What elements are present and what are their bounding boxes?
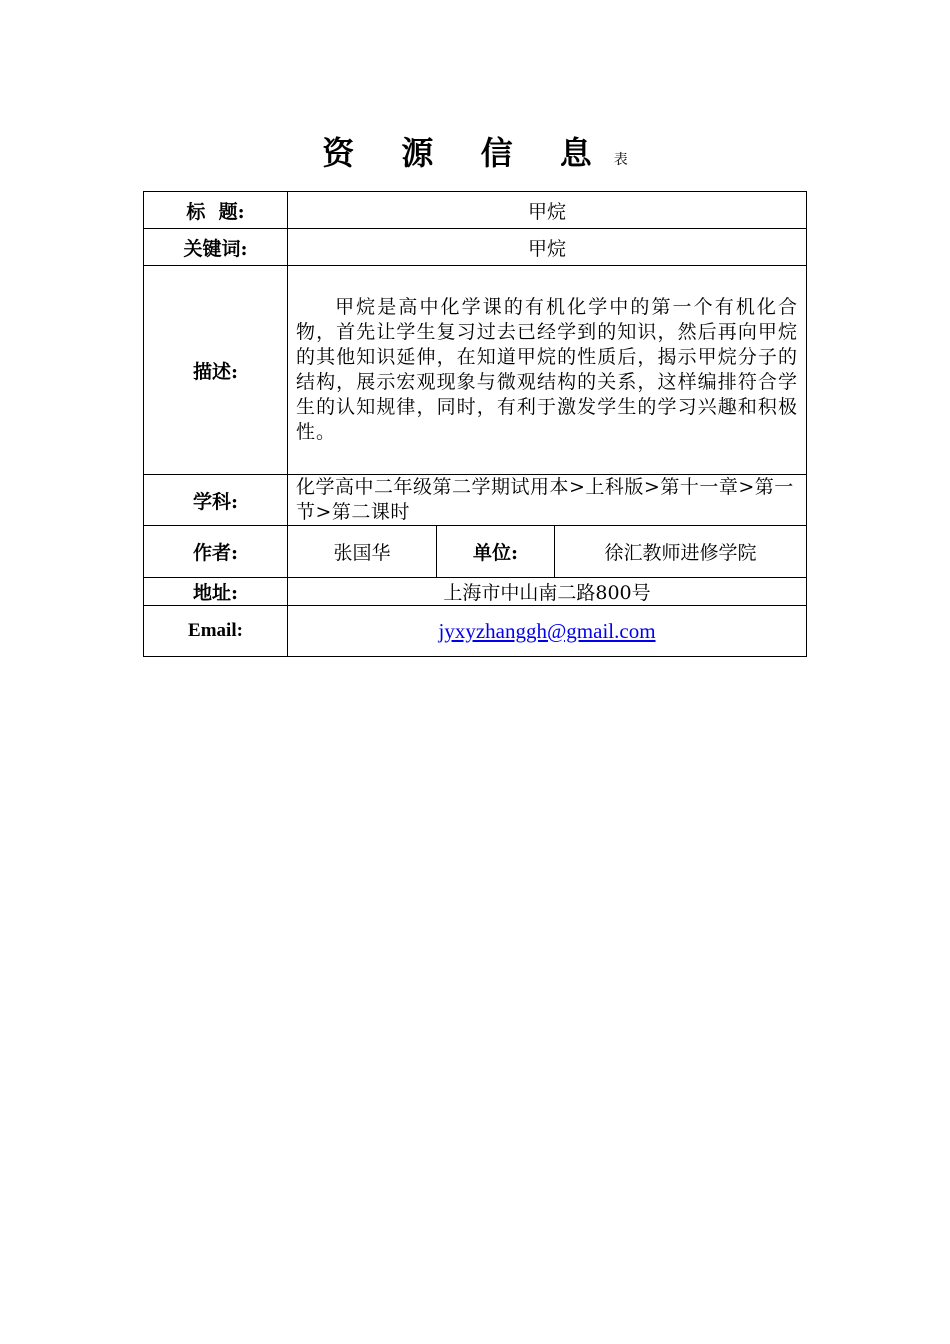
subject-value: 化学高中二年级第二学期试用本>上科版>第十一章>第一节>第二课时 (288, 475, 807, 526)
unit-value: 徐汇教师进修学院 (555, 526, 807, 578)
description-value: 甲烷是高中化学课的有机化学中的第一个有机化合物，首先让学生复习过去已经学到的知识，然后再向甲烷的其他知识延伸，在知道甲烷的性质后，揭示甲烷分子的结构，展示宏观现象与微观结构的关系，这样编排符合学生的认知规律，同时，有利于激发学生的学习兴趣和积极性。 (296, 296, 799, 443)
author-value: 张国华 (288, 526, 437, 578)
keywords-value: 甲烷 (288, 229, 807, 266)
unit-label: 单位: (437, 526, 555, 578)
row-title (144, 192, 807, 229)
email-label: Email: (144, 606, 288, 657)
title-main: 资 源 信 息 (322, 134, 610, 172)
description-cell (288, 266, 807, 475)
address-label: 地址: (144, 578, 288, 606)
row-subject (144, 475, 807, 526)
title-suffix: 表 (613, 152, 628, 168)
address-value: 上海市中山南二路800号 (288, 578, 807, 606)
page-title (0, 128, 950, 174)
subject-label: 学科: (144, 475, 288, 526)
row-keywords (144, 229, 807, 266)
row-email (144, 606, 807, 657)
resource-info-table (143, 191, 807, 657)
title-label: 标 题: (144, 192, 288, 229)
row-author (144, 526, 807, 578)
description-label: 描述: (144, 266, 288, 475)
row-description (144, 266, 807, 475)
keywords-label: 关键词: (144, 229, 288, 266)
title-value: 甲烷 (288, 192, 807, 229)
row-address (144, 578, 807, 606)
author-label: 作者: (144, 526, 288, 578)
email-cell (288, 606, 807, 657)
email-link[interactable]: jyxyzhanggh@gmail.com (438, 618, 656, 643)
